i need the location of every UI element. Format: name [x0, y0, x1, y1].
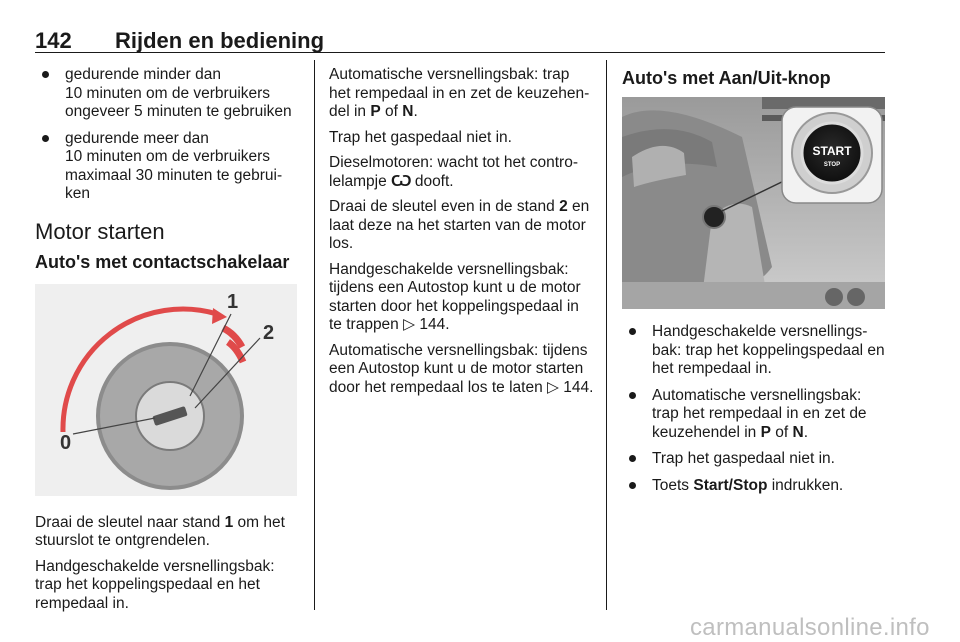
paragraph: Trap het gaspedaal niet in.	[329, 128, 512, 146]
subsection-heading: Auto's met contactschakelaar	[35, 251, 290, 272]
column-3	[622, 66, 886, 503]
small-start-stop-button-icon	[703, 206, 725, 228]
column-2	[329, 66, 594, 404]
page-title: Rijden en bediening	[115, 28, 325, 53]
paragraph: Automatische versnellingsbak: trap het rempedaal in en zet de keuzehendel in P of N.	[329, 66, 590, 120]
column-divider	[606, 60, 607, 610]
subsection-heading: Auto's met Aan/Uit-knop	[622, 68, 831, 88]
page-header	[35, 26, 885, 53]
paragraph: Handgeschakelde versnellingsbak: tijdens een Autostop kunt u de motor starten door het koppelingspedaal in te trappen ▷ 144.	[329, 260, 581, 333]
position-label-1: 1	[227, 290, 239, 313]
list-item: gedurende meer dan 10 minuten om de verbruikers maximaal 30 minuten te gebrui- ken	[35, 130, 299, 204]
ignition-switch-figure	[35, 284, 297, 496]
paragraph: Draai de sleutel even in de stand 2 en laat deze na het starten van de motor los.	[329, 198, 590, 252]
column-1	[35, 66, 299, 620]
list-item: Handgeschakelde versnellingsbak: trap het koppelingspedaal en het rempedaal in.	[622, 323, 886, 379]
column-divider	[314, 60, 315, 610]
list-item: gedurende minder dan 10 minuten om de verbruikers ongeveer 5 minuten te gebruiken	[35, 66, 299, 122]
start-label: START	[812, 144, 852, 158]
paragraph: Automatische versnellingsbak: tijdens een Autostop kunt u de motor starten door het rempedaal los te laten ▷ 144.	[329, 341, 594, 396]
glow-plug-lamp-icon: Ѡ	[391, 172, 411, 190]
stop-label: STOP	[823, 162, 841, 168]
position-label-0: 0	[60, 431, 72, 454]
bullet-list	[622, 323, 886, 495]
start-stop-button-figure	[622, 97, 885, 309]
list-item: Trap het gaspedaal niet in.	[622, 450, 886, 469]
page-reference-link[interactable]: ▷ 144	[547, 378, 590, 396]
paragraph: Dieselmotoren: wacht tot het controlelampje Ѡ dooft.	[329, 154, 578, 190]
position-label-2: 2	[263, 321, 275, 344]
page-reference-link[interactable]: ▷ 144	[403, 316, 446, 333]
watermark: carmanualsonline.info	[690, 614, 930, 641]
paragraph: Handgeschakelde versnellingsbak: trap het koppelingspedaal en het rempedaal in.	[35, 557, 275, 612]
bullet-list	[35, 66, 299, 204]
list-item: Automatische versnellingsbak: trap het rempedaal in en zet de keuzehendel in P of N.	[622, 387, 886, 443]
page-number: 142	[35, 28, 72, 53]
paragraph: Draai de sleutel naar stand 1 om het stuurslot te ontgrendelen.	[35, 513, 285, 549]
section-heading: Motor starten	[35, 218, 165, 244]
list-item: Toets Start/Stop indrukken.	[622, 477, 886, 496]
